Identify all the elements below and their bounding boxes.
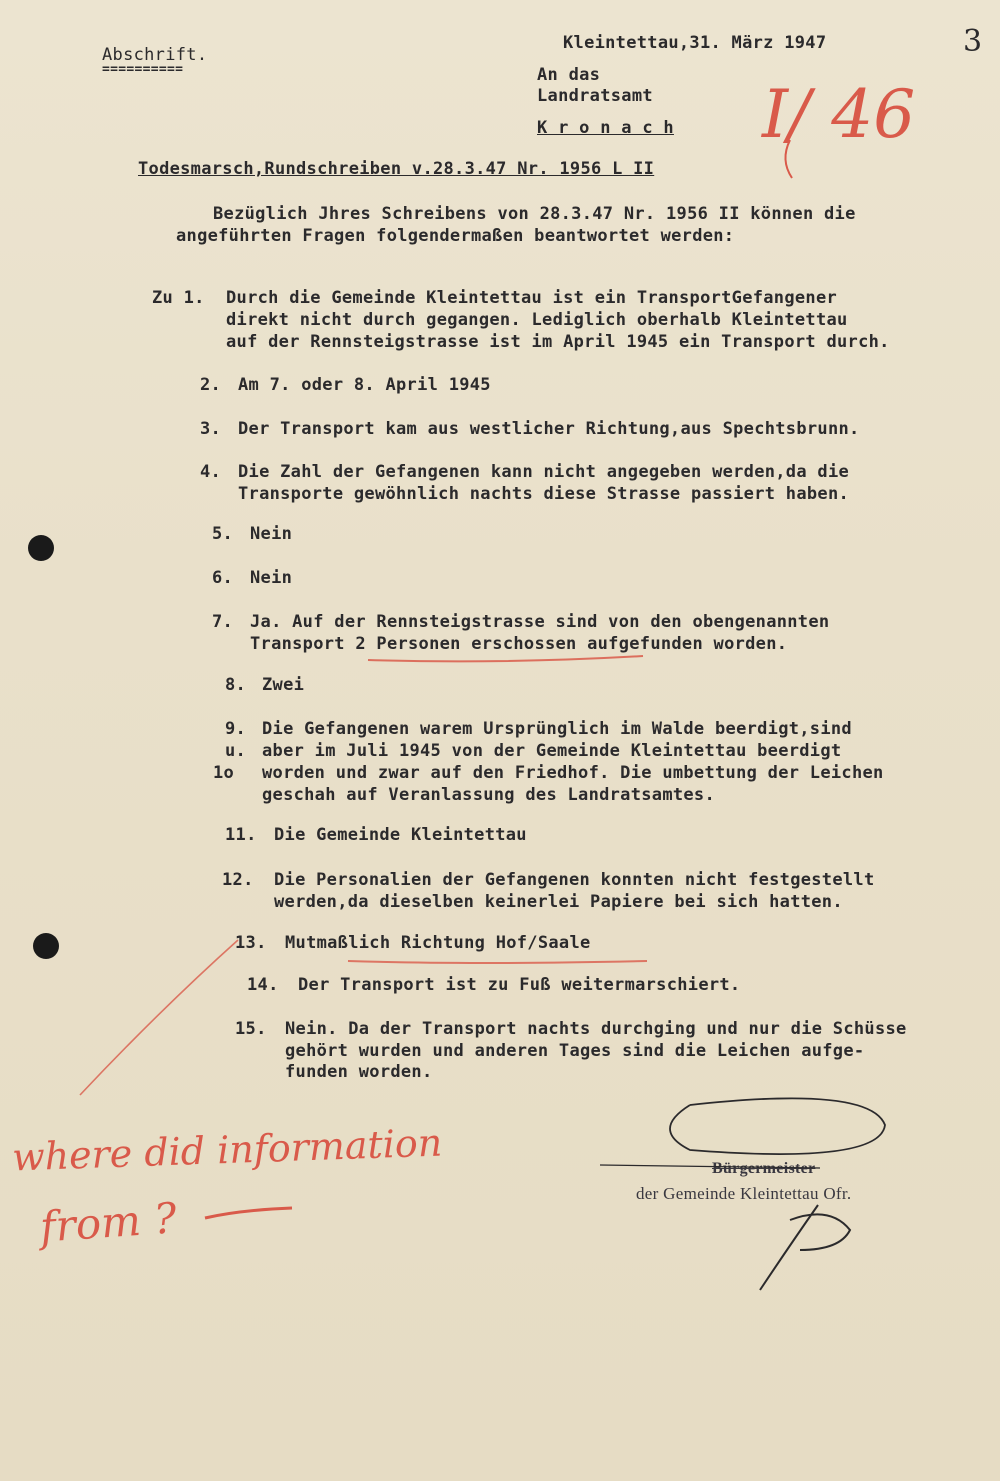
red-short-stroke	[205, 1208, 292, 1218]
answer-6-line-1: Nein	[250, 568, 293, 588]
copy-label-rule: ==========	[102, 62, 184, 77]
answer-8-line-1: Zwei	[262, 675, 305, 695]
recipient-line1: An das	[537, 65, 601, 85]
answer-number-11: 11.	[225, 825, 257, 845]
answer-3-line-1: Der Transport kam aus westlicher Richtung,aus Spechtsbrunn.	[238, 419, 860, 439]
answer-5-line-1: Nein	[250, 524, 293, 544]
answer-4-line-1: Die Zahl der Gefangenen kann nicht angegeben werden,da die	[238, 462, 850, 482]
answer-1-line-2: direkt nicht durch gegangen. Lediglich oberhalb Kleintettau	[226, 310, 848, 330]
answer-number-4: 4.	[200, 462, 222, 482]
recipient-line2: Landratsamt	[537, 86, 653, 106]
intro-line-2: angeführten Fragen folgendermaßen beantwortet werden:	[176, 226, 735, 246]
answer-11-line-1: Die Gemeinde Kleintettau	[274, 825, 527, 845]
file-mark: I/ 46	[762, 76, 916, 153]
answer-number-2: 2.	[200, 375, 222, 395]
signature-mark	[760, 1205, 850, 1290]
answer-number-13: 13.	[235, 933, 267, 953]
subject-line: Todesmarsch,Rundschreiben v.28.3.47 Nr. 1956 L II	[138, 159, 655, 179]
answer-number-10: 1o	[213, 763, 235, 783]
answer-15-line-2: gehört wurden und anderen Tages sind die Leichen aufge-	[285, 1041, 865, 1061]
signature-org: der Gemeinde Kleintettau Ofr.	[636, 1184, 852, 1203]
pencil-mark-near-file	[785, 140, 792, 178]
signature-title: Bürgermeister	[712, 1160, 816, 1177]
answer-1-line-1: Durch die Gemeinde Kleintettau ist ein TransportGefangener	[226, 288, 838, 308]
answer-7-line-2: Transport 2 Personen erschossen aufgefunden worden.	[250, 634, 788, 654]
answer-number-14: 14.	[247, 975, 279, 995]
answer-number-9: 9.	[225, 719, 247, 739]
answer-9-line-1: Die Gefangenen warem Ursprünglich im Walde beerdigt,sind	[262, 719, 852, 739]
answer-9-line-3: worden und zwar auf den Friedhof. Die umbettung der Leichen	[262, 763, 884, 783]
answer-15-line-1: Nein. Da der Transport nachts durchging und nur die Schüsse	[285, 1019, 907, 1039]
answer-number-8: 8.	[225, 675, 247, 695]
answer-number-9-and: u.	[225, 741, 247, 761]
answer-9-line-4: geschah auf Veranlassung des Landratsamtes.	[262, 785, 715, 805]
red-underline-answer-13	[348, 961, 647, 963]
answer-13-line-1: Mutmaßlich Richtung Hof/Saale	[285, 933, 591, 953]
intro-line-1: Bezüglich Jhres Schreibens von 28.3.47 Nr. 1956 II können die	[213, 204, 856, 224]
answer-number-6: 6.	[212, 568, 234, 588]
annotation-line-1: where did information	[11, 1120, 443, 1180]
answer-7-line-1: Ja. Auf der Rennsteigstrasse sind von den obengenannten	[250, 612, 830, 632]
signature-flourish	[670, 1098, 885, 1154]
answer-12-line-1: Die Personalien der Gefangenen konnten nicht festgestellt	[274, 870, 875, 890]
answer-number-1: Zu 1.	[152, 288, 205, 308]
answer-1-line-3: auf der Rennsteigstrasse ist im April 1945 ein Transport durch.	[226, 332, 890, 352]
answer-4-line-2: Transporte gewöhnlich nachts diese Strasse passiert haben.	[238, 484, 850, 504]
recipient-city: K r o n a c h	[537, 118, 674, 138]
place-date: Kleintettau,31. März 1947	[563, 33, 827, 53]
answer-number-12: 12.	[222, 870, 254, 890]
answer-number-7: 7.	[212, 612, 234, 632]
answer-number-15: 15.	[235, 1019, 267, 1039]
red-diagonal-line	[80, 940, 238, 1095]
answer-number-3: 3.	[200, 419, 222, 439]
signature-stroke	[600, 1165, 820, 1168]
page-number: 3	[963, 24, 983, 59]
red-underline-answer-7	[368, 656, 643, 661]
answer-9-line-2: aber im Juli 1945 von der Gemeinde Kleintettau beerdigt	[262, 741, 842, 761]
answer-12-line-2: werden,da dieselben keinerlei Papiere bei sich hatten.	[274, 892, 843, 912]
answer-2-line-1: Am 7. oder 8. April 1945	[238, 375, 491, 395]
answer-15-line-3: funden worden.	[285, 1062, 433, 1082]
annotation-line-2: from ?	[38, 1193, 179, 1252]
answer-number-5: 5.	[212, 524, 234, 544]
answer-14-line-1: Der Transport ist zu Fuß weitermarschiert.	[298, 975, 741, 995]
copy-label: Abschrift.	[102, 45, 208, 65]
